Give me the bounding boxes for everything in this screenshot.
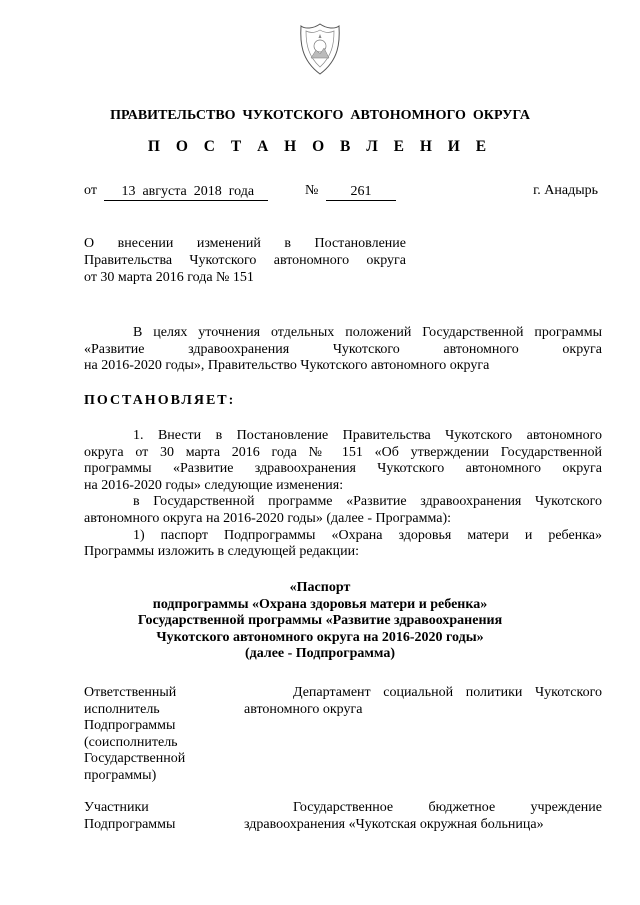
label-line: Участники — [84, 800, 149, 815]
item-line: 1) паспорт Подпрограммы «Охрана здоровья матери и ребенка» — [133, 527, 602, 543]
passport-line: Чукотского автономного округа на 2016-2020 годы» — [156, 629, 484, 645]
items-paragraph — [84, 428, 602, 561]
label-line: Государственной — [84, 751, 186, 767]
number-sign: № — [305, 183, 319, 198]
label-line: исполнитель — [84, 701, 160, 717]
dateline — [0, 183, 640, 205]
resolve-heading: ПОСТАНОВЛЯЕТ: — [84, 393, 236, 408]
table-row — [84, 800, 602, 834]
date-from-label: от — [84, 183, 97, 198]
passport-line: подпрограммы «Охрана здоровья матери и ребенка» — [152, 596, 488, 612]
label-line: (соисполнитель — [84, 734, 178, 750]
passport-line: Государственной программы «Развитие здравоохранения — [137, 613, 503, 629]
row-value — [244, 685, 602, 718]
subject-line: от 30 марта 2016 года № 151 — [84, 270, 254, 285]
preamble-line: В целях уточнения отдельных положений Государственной программы — [133, 325, 602, 340]
value-line: Государственное бюджетное учреждение — [293, 800, 602, 815]
preamble-paragraph — [84, 325, 602, 375]
table-row — [84, 685, 602, 785]
preamble-line: «Развитие здравоохранения Чукотского автономного округа — [84, 341, 602, 357]
label-line: Ответственный — [84, 685, 177, 700]
item-line: 1. Внести в Постановление Правительства Чукотского автономного — [133, 428, 602, 443]
passport-line: «Паспорт — [289, 580, 351, 595]
item-line: программы «Развитие здравоохранения Чукотского автономного округа — [84, 461, 602, 477]
item-line: автономного округа на 2016-2020 годы» (далее - Программа): — [84, 510, 451, 526]
passport-heading — [0, 580, 640, 663]
decree-subject — [84, 235, 406, 286]
item-line: в Государственной программе «Развитие здравоохранения Чукотского — [133, 494, 602, 510]
item-line: на 2016-2020 годы» следующие изменения: — [84, 477, 344, 493]
row-value — [244, 800, 602, 833]
city: г. Анадырь — [533, 183, 598, 198]
value-line: Департамент социальной политики Чукотского — [293, 685, 602, 700]
label-line: Подпрограммы — [84, 816, 176, 832]
value-line: автономного округа — [244, 701, 363, 717]
preamble-line: на 2016-2020 годы», Правительство Чукотского автономного округа — [84, 358, 490, 374]
subject-line: О внесении изменений в Постановление — [84, 236, 406, 251]
item-line: Программы изложить в следующей редакции: — [84, 544, 359, 560]
item-line: округа от 30 марта 2016 года № 151 «Об утверждении Государственной — [84, 444, 602, 460]
label-line: программы) — [84, 767, 157, 783]
subject-line: Правительства Чукотского автономного округа — [84, 253, 406, 268]
label-line: Подпрограммы — [84, 718, 176, 734]
row-label — [84, 685, 224, 785]
row-label — [84, 800, 224, 833]
passport-line: (далее - Подпрограмма) — [244, 646, 395, 662]
government-title: ПРАВИТЕЛЬСТВО ЧУКОТСКОГО АВТОНОМНОГО ОКРУГА — [110, 108, 530, 123]
decree-title: П О С Т А Н О В Л Е Н И Е — [147, 138, 493, 155]
decree-date: 13 августа 2018 года — [104, 183, 268, 201]
decree-number: 261 — [326, 183, 396, 201]
coat-of-arms-icon — [297, 20, 343, 78]
value-line: здравоохранения «Чукотская окружная больница» — [244, 816, 544, 832]
